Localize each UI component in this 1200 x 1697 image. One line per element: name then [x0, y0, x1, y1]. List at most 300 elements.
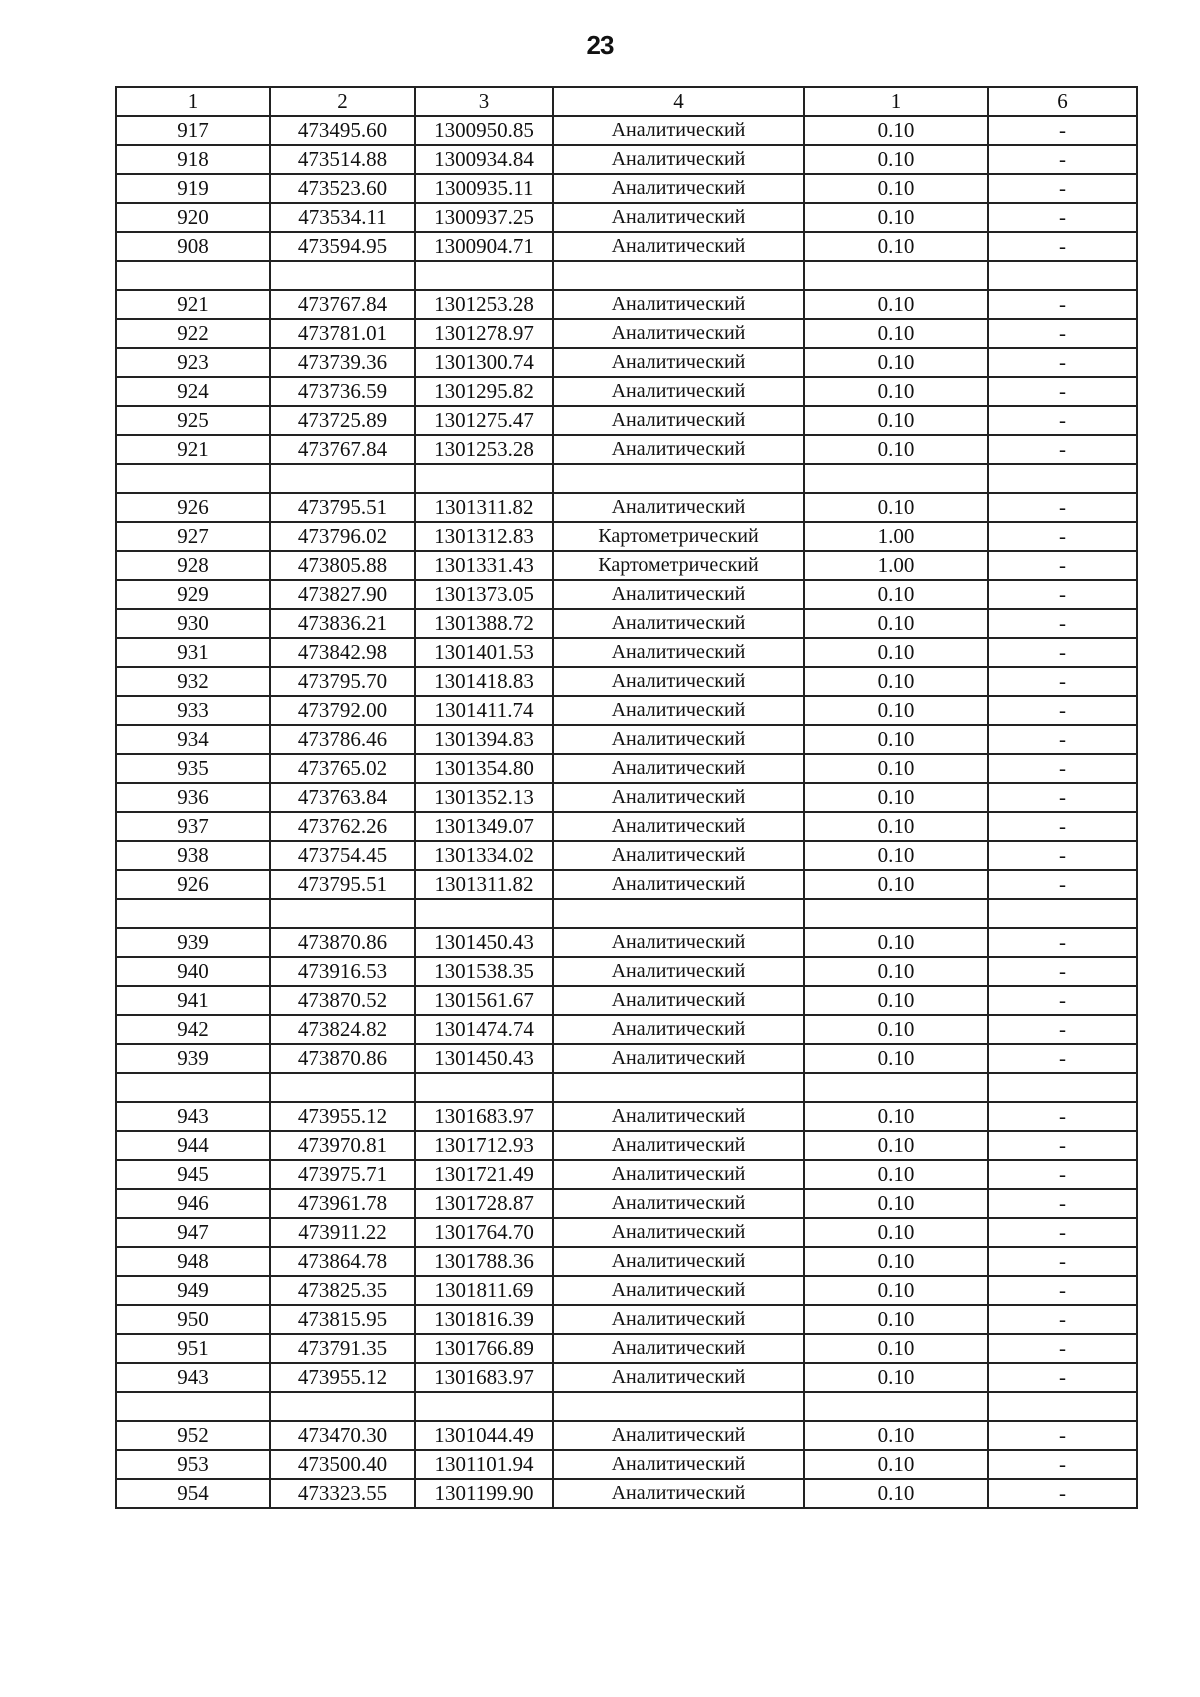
table-header [116, 87, 1137, 116]
point-number-cell: 924 [116, 377, 270, 406]
x-coordinate-cell: 473970.81 [270, 1131, 415, 1160]
table-row [116, 348, 1137, 377]
method-cell [553, 1073, 804, 1102]
x-coordinate-cell: 473870.86 [270, 928, 415, 957]
accuracy-cell: 0.10 [804, 696, 988, 725]
table-row [116, 1131, 1137, 1160]
y-coordinate-cell: 1301278.97 [415, 319, 553, 348]
point-number-cell: 948 [116, 1247, 270, 1276]
point-number-cell: 935 [116, 754, 270, 783]
method-cell: Аналитический [553, 1218, 804, 1247]
description-cell: - [988, 1450, 1137, 1479]
table-row [116, 1305, 1137, 1334]
accuracy-cell: 0.10 [804, 667, 988, 696]
accuracy-cell: 0.10 [804, 1421, 988, 1450]
x-coordinate-cell: 473791.35 [270, 1334, 415, 1363]
description-cell: - [988, 174, 1137, 203]
x-coordinate-cell: 473815.95 [270, 1305, 415, 1334]
method-cell: Аналитический [553, 406, 804, 435]
y-coordinate-cell: 1301538.35 [415, 957, 553, 986]
y-coordinate-cell: 1301354.80 [415, 754, 553, 783]
description-cell: - [988, 1044, 1137, 1073]
point-number-cell: 930 [116, 609, 270, 638]
x-coordinate-cell: 473792.00 [270, 696, 415, 725]
point-number-cell: 926 [116, 870, 270, 899]
description-cell: - [988, 783, 1137, 812]
method-cell: Аналитический [553, 609, 804, 638]
x-coordinate-cell: 473765.02 [270, 754, 415, 783]
accuracy-cell: 0.10 [804, 1218, 988, 1247]
description-cell: - [988, 580, 1137, 609]
x-coordinate-cell: 473796.02 [270, 522, 415, 551]
point-number-cell: 917 [116, 116, 270, 145]
method-cell: Аналитический [553, 841, 804, 870]
table-row [116, 1102, 1137, 1131]
x-coordinate-cell: 473470.30 [270, 1421, 415, 1450]
table-row [116, 667, 1137, 696]
description-cell [988, 899, 1137, 928]
accuracy-cell: 0.10 [804, 580, 988, 609]
method-cell: Аналитический [553, 319, 804, 348]
point-number-cell: 927 [116, 522, 270, 551]
method-cell: Аналитический [553, 812, 804, 841]
accuracy-cell: 0.10 [804, 957, 988, 986]
y-coordinate-cell: 1301199.90 [415, 1479, 553, 1508]
description-cell: - [988, 1479, 1137, 1508]
method-cell: Аналитический [553, 174, 804, 203]
description-cell: - [988, 435, 1137, 464]
header-cell-4: 4 [553, 87, 804, 116]
y-coordinate-cell: 1301561.67 [415, 986, 553, 1015]
description-cell: - [988, 203, 1137, 232]
method-cell: Аналитический [553, 1276, 804, 1305]
method-cell: Аналитический [553, 145, 804, 174]
y-coordinate-cell: 1301712.93 [415, 1131, 553, 1160]
accuracy-cell: 0.10 [804, 232, 988, 261]
description-cell: - [988, 1334, 1137, 1363]
method-cell: Аналитический [553, 1421, 804, 1450]
description-cell: - [988, 145, 1137, 174]
y-coordinate-cell: 1301253.28 [415, 435, 553, 464]
accuracy-cell: 0.10 [804, 377, 988, 406]
y-coordinate-cell: 1300934.84 [415, 145, 553, 174]
method-cell: Аналитический [553, 1247, 804, 1276]
accuracy-cell: 0.10 [804, 290, 988, 319]
point-number-cell: 945 [116, 1160, 270, 1189]
y-coordinate-cell: 1301811.69 [415, 1276, 553, 1305]
point-number-cell: 950 [116, 1305, 270, 1334]
method-cell [553, 899, 804, 928]
x-coordinate-cell: 473955.12 [270, 1363, 415, 1392]
accuracy-cell: 0.10 [804, 1102, 988, 1131]
accuracy-cell: 0.10 [804, 348, 988, 377]
description-cell: - [988, 1160, 1137, 1189]
x-coordinate-cell: 473767.84 [270, 435, 415, 464]
method-cell: Аналитический [553, 870, 804, 899]
y-coordinate-cell: 1301331.43 [415, 551, 553, 580]
accuracy-cell: 0.10 [804, 1044, 988, 1073]
y-coordinate-cell: 1301721.49 [415, 1160, 553, 1189]
point-number-cell: 953 [116, 1450, 270, 1479]
table-row [116, 1247, 1137, 1276]
page-number: 23 [586, 30, 614, 60]
description-cell: - [988, 1363, 1137, 1392]
method-cell: Аналитический [553, 580, 804, 609]
description-cell: - [988, 725, 1137, 754]
accuracy-cell [804, 464, 988, 493]
accuracy-cell: 0.10 [804, 116, 988, 145]
y-coordinate-cell: 1301816.39 [415, 1305, 553, 1334]
table-row [116, 1421, 1137, 1450]
method-cell: Аналитический [553, 203, 804, 232]
point-number-cell: 908 [116, 232, 270, 261]
x-coordinate-cell: 473725.89 [270, 406, 415, 435]
point-number-cell: 941 [116, 986, 270, 1015]
point-number-cell: 920 [116, 203, 270, 232]
point-number-cell: 937 [116, 812, 270, 841]
table-row [116, 1334, 1137, 1363]
point-number-cell: 929 [116, 580, 270, 609]
y-coordinate-cell: 1301788.36 [415, 1247, 553, 1276]
separator-row [116, 261, 1137, 290]
accuracy-cell: 0.10 [804, 870, 988, 899]
coordinates-table [115, 86, 1138, 1509]
header-cell-1: 1 [116, 87, 270, 116]
point-number-cell: 947 [116, 1218, 270, 1247]
y-coordinate-cell: 1301295.82 [415, 377, 553, 406]
method-cell: Аналитический [553, 1479, 804, 1508]
method-cell: Аналитический [553, 1305, 804, 1334]
table-row [116, 783, 1137, 812]
table-row [116, 928, 1137, 957]
table-row [116, 435, 1137, 464]
point-number-cell: 926 [116, 493, 270, 522]
y-coordinate-cell: 1301352.13 [415, 783, 553, 812]
point-number-cell: 936 [116, 783, 270, 812]
table-body [116, 116, 1137, 1508]
y-coordinate-cell [415, 899, 553, 928]
description-cell: - [988, 116, 1137, 145]
table-row [116, 116, 1137, 145]
description-cell: - [988, 609, 1137, 638]
y-coordinate-cell: 1300904.71 [415, 232, 553, 261]
accuracy-cell: 0.10 [804, 754, 988, 783]
point-number-cell: 918 [116, 145, 270, 174]
table-row [116, 522, 1137, 551]
table-row [116, 696, 1137, 725]
method-cell: Аналитический [553, 1189, 804, 1218]
table-row [116, 1276, 1137, 1305]
accuracy-cell: 0.10 [804, 638, 988, 667]
accuracy-cell: 0.10 [804, 609, 988, 638]
accuracy-cell [804, 1073, 988, 1102]
x-coordinate-cell [270, 1392, 415, 1421]
x-coordinate-cell: 473739.36 [270, 348, 415, 377]
y-coordinate-cell: 1300935.11 [415, 174, 553, 203]
x-coordinate-cell: 473961.78 [270, 1189, 415, 1218]
table-row [116, 1015, 1137, 1044]
method-cell: Аналитический [553, 1015, 804, 1044]
x-coordinate-cell: 473824.82 [270, 1015, 415, 1044]
table-row [116, 1450, 1137, 1479]
table-row [116, 609, 1137, 638]
method-cell: Картометрический [553, 551, 804, 580]
description-cell: - [988, 1189, 1137, 1218]
point-number-cell: 919 [116, 174, 270, 203]
x-coordinate-cell: 473975.71 [270, 1160, 415, 1189]
table-row [116, 1160, 1137, 1189]
description-cell: - [988, 319, 1137, 348]
table-row [116, 319, 1137, 348]
table-row [116, 145, 1137, 174]
point-number-cell: 932 [116, 667, 270, 696]
point-number-cell [116, 899, 270, 928]
y-coordinate-cell: 1301388.72 [415, 609, 553, 638]
accuracy-cell: 0.10 [804, 1363, 988, 1392]
description-cell: - [988, 1015, 1137, 1044]
accuracy-cell: 0.10 [804, 203, 988, 232]
y-coordinate-cell: 1301349.07 [415, 812, 553, 841]
description-cell: - [988, 841, 1137, 870]
y-coordinate-cell: 1301450.43 [415, 928, 553, 957]
point-number-cell: 954 [116, 1479, 270, 1508]
method-cell: Аналитический [553, 1450, 804, 1479]
point-number-cell: 933 [116, 696, 270, 725]
description-cell [988, 1073, 1137, 1102]
accuracy-cell: 0.10 [804, 1189, 988, 1218]
point-number-cell: 943 [116, 1102, 270, 1131]
x-coordinate-cell: 473594.95 [270, 232, 415, 261]
point-number-cell: 946 [116, 1189, 270, 1218]
x-coordinate-cell: 473754.45 [270, 841, 415, 870]
separator-row [116, 899, 1137, 928]
y-coordinate-cell: 1301373.05 [415, 580, 553, 609]
description-cell: - [988, 232, 1137, 261]
point-number-cell [116, 1392, 270, 1421]
method-cell: Аналитический [553, 116, 804, 145]
table-row [116, 725, 1137, 754]
point-number-cell: 934 [116, 725, 270, 754]
x-coordinate-cell: 473836.21 [270, 609, 415, 638]
table-row [116, 957, 1137, 986]
accuracy-cell: 0.10 [804, 1276, 988, 1305]
point-number-cell: 949 [116, 1276, 270, 1305]
method-cell: Аналитический [553, 1160, 804, 1189]
y-coordinate-cell: 1301311.82 [415, 493, 553, 522]
table-row [116, 1189, 1137, 1218]
y-coordinate-cell: 1301334.02 [415, 841, 553, 870]
method-cell [553, 261, 804, 290]
description-cell: - [988, 986, 1137, 1015]
method-cell: Аналитический [553, 435, 804, 464]
accuracy-cell: 0.10 [804, 493, 988, 522]
y-coordinate-cell: 1301253.28 [415, 290, 553, 319]
accuracy-cell: 0.10 [804, 1479, 988, 1508]
point-number-cell: 938 [116, 841, 270, 870]
method-cell: Картометрический [553, 522, 804, 551]
x-coordinate-cell: 473795.51 [270, 493, 415, 522]
y-coordinate-cell: 1301394.83 [415, 725, 553, 754]
method-cell: Аналитический [553, 1044, 804, 1073]
table-row [116, 1479, 1137, 1508]
accuracy-cell: 0.10 [804, 1160, 988, 1189]
y-coordinate-cell: 1301312.83 [415, 522, 553, 551]
method-cell: Аналитический [553, 348, 804, 377]
header-cell-3: 3 [415, 87, 553, 116]
table-row [116, 870, 1137, 899]
x-coordinate-cell: 473911.22 [270, 1218, 415, 1247]
point-number-cell [116, 464, 270, 493]
point-number-cell: 943 [116, 1363, 270, 1392]
method-cell: Аналитический [553, 1363, 804, 1392]
accuracy-cell [804, 899, 988, 928]
accuracy-cell [804, 261, 988, 290]
x-coordinate-cell [270, 899, 415, 928]
accuracy-cell: 0.10 [804, 1015, 988, 1044]
method-cell: Аналитический [553, 725, 804, 754]
y-coordinate-cell [415, 464, 553, 493]
y-coordinate-cell: 1301300.74 [415, 348, 553, 377]
accuracy-cell: 0.10 [804, 1450, 988, 1479]
x-coordinate-cell: 473495.60 [270, 116, 415, 145]
table-row [116, 551, 1137, 580]
description-cell: - [988, 638, 1137, 667]
method-cell: Аналитический [553, 232, 804, 261]
point-number-cell: 951 [116, 1334, 270, 1363]
description-cell: - [988, 1131, 1137, 1160]
description-cell: - [988, 406, 1137, 435]
x-coordinate-cell: 473523.60 [270, 174, 415, 203]
table-row [116, 1363, 1137, 1392]
accuracy-cell: 0.10 [804, 986, 988, 1015]
y-coordinate-cell [415, 1392, 553, 1421]
separator-row [116, 1392, 1137, 1421]
method-cell: Аналитический [553, 957, 804, 986]
point-number-cell: 923 [116, 348, 270, 377]
description-cell [988, 1392, 1137, 1421]
description-cell: - [988, 1247, 1137, 1276]
table-row [116, 1218, 1137, 1247]
accuracy-cell: 1.00 [804, 551, 988, 580]
method-cell: Аналитический [553, 783, 804, 812]
x-coordinate-cell: 473827.90 [270, 580, 415, 609]
point-number-cell: 921 [116, 290, 270, 319]
description-cell: - [988, 1276, 1137, 1305]
description-cell: - [988, 1218, 1137, 1247]
x-coordinate-cell: 473736.59 [270, 377, 415, 406]
point-number-cell: 952 [116, 1421, 270, 1450]
method-cell: Аналитический [553, 667, 804, 696]
x-coordinate-cell: 473767.84 [270, 290, 415, 319]
method-cell [553, 1392, 804, 1421]
point-number-cell: 928 [116, 551, 270, 580]
x-coordinate-cell [270, 464, 415, 493]
description-cell: - [988, 348, 1137, 377]
accuracy-cell: 0.10 [804, 1131, 988, 1160]
accuracy-cell: 0.10 [804, 812, 988, 841]
x-coordinate-cell: 473500.40 [270, 1450, 415, 1479]
point-number-cell: 931 [116, 638, 270, 667]
description-cell: - [988, 1421, 1137, 1450]
separator-row [116, 464, 1137, 493]
point-number-cell: 925 [116, 406, 270, 435]
point-number-cell: 922 [116, 319, 270, 348]
x-coordinate-cell: 473842.98 [270, 638, 415, 667]
method-cell: Аналитический [553, 1131, 804, 1160]
method-cell: Аналитический [553, 493, 804, 522]
accuracy-cell: 0.10 [804, 783, 988, 812]
point-number-cell: 939 [116, 928, 270, 957]
y-coordinate-cell: 1301450.43 [415, 1044, 553, 1073]
method-cell: Аналитический [553, 986, 804, 1015]
x-coordinate-cell: 473323.55 [270, 1479, 415, 1508]
header-cell-5: 1 [804, 87, 988, 116]
method-cell: Аналитический [553, 754, 804, 783]
point-number-cell: 940 [116, 957, 270, 986]
accuracy-cell: 0.10 [804, 435, 988, 464]
table-row [116, 203, 1137, 232]
x-coordinate-cell: 473781.01 [270, 319, 415, 348]
table-row [116, 580, 1137, 609]
description-cell: - [988, 1305, 1137, 1334]
y-coordinate-cell: 1301044.49 [415, 1421, 553, 1450]
description-cell: - [988, 493, 1137, 522]
description-cell: - [988, 754, 1137, 783]
point-number-cell [116, 261, 270, 290]
x-coordinate-cell: 473762.26 [270, 812, 415, 841]
y-coordinate-cell: 1301683.97 [415, 1363, 553, 1392]
table-row [116, 812, 1137, 841]
point-number-cell: 939 [116, 1044, 270, 1073]
description-cell: - [988, 377, 1137, 406]
x-coordinate-cell: 473825.35 [270, 1276, 415, 1305]
y-coordinate-cell: 1300937.25 [415, 203, 553, 232]
x-coordinate-cell: 473870.86 [270, 1044, 415, 1073]
x-coordinate-cell: 473955.12 [270, 1102, 415, 1131]
y-coordinate-cell: 1301418.83 [415, 667, 553, 696]
y-coordinate-cell [415, 1073, 553, 1102]
table-row [116, 1044, 1137, 1073]
method-cell: Аналитический [553, 1334, 804, 1363]
x-coordinate-cell: 473763.84 [270, 783, 415, 812]
y-coordinate-cell: 1301275.47 [415, 406, 553, 435]
accuracy-cell: 1.00 [804, 522, 988, 551]
y-coordinate-cell: 1301311.82 [415, 870, 553, 899]
point-number-cell [116, 1073, 270, 1102]
x-coordinate-cell: 473870.52 [270, 986, 415, 1015]
y-coordinate-cell: 1301728.87 [415, 1189, 553, 1218]
accuracy-cell: 0.10 [804, 406, 988, 435]
description-cell: - [988, 522, 1137, 551]
y-coordinate-cell: 1300950.85 [415, 116, 553, 145]
y-coordinate-cell: 1301766.89 [415, 1334, 553, 1363]
y-coordinate-cell: 1301683.97 [415, 1102, 553, 1131]
x-coordinate-cell: 473795.70 [270, 667, 415, 696]
y-coordinate-cell: 1301474.74 [415, 1015, 553, 1044]
x-coordinate-cell: 473795.51 [270, 870, 415, 899]
table-row [116, 377, 1137, 406]
table-row [116, 638, 1137, 667]
accuracy-cell: 0.10 [804, 174, 988, 203]
method-cell: Аналитический [553, 377, 804, 406]
description-cell: - [988, 957, 1137, 986]
accuracy-cell: 0.10 [804, 1247, 988, 1276]
description-cell: - [988, 667, 1137, 696]
description-cell: - [988, 1102, 1137, 1131]
separator-row [116, 1073, 1137, 1102]
x-coordinate-cell: 473514.88 [270, 145, 415, 174]
point-number-cell: 942 [116, 1015, 270, 1044]
